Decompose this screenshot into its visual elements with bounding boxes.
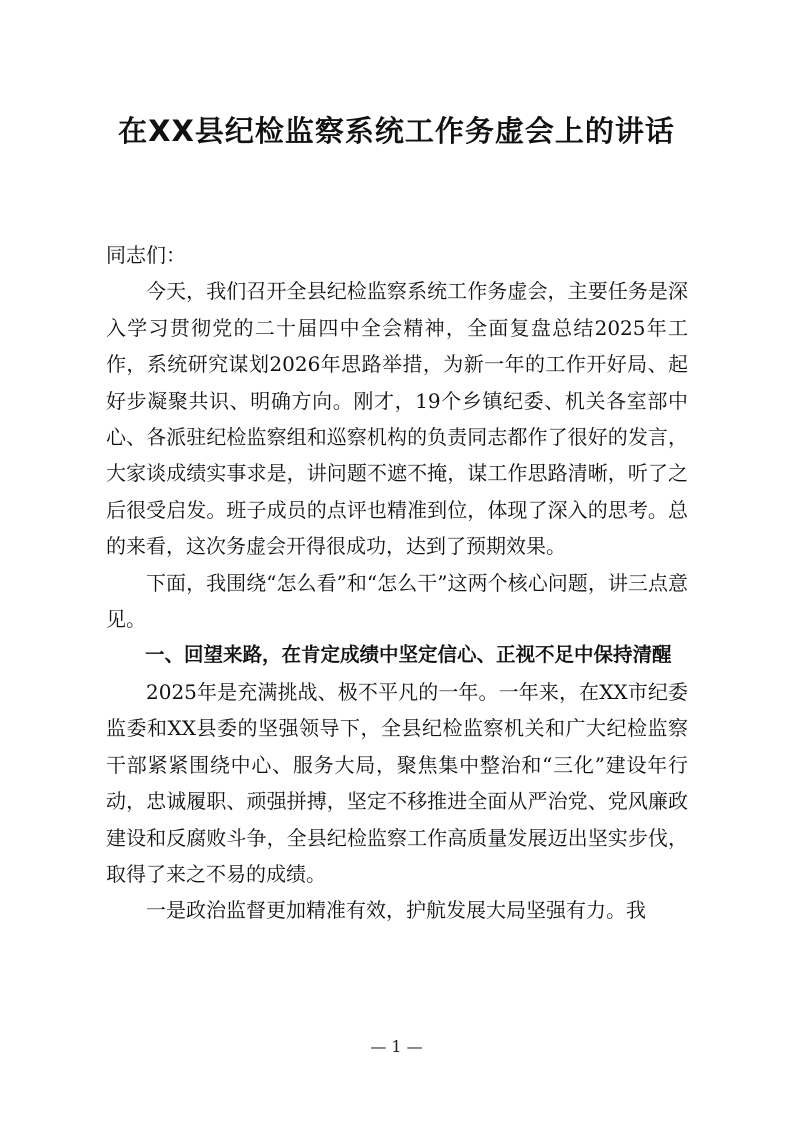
paragraph-outline: 下面，我围绕“怎么看”和“怎么干”这两个核心问题，讲三点意见。 <box>106 570 688 632</box>
document-title: 在XX县纪检监察系统工作务虚会上的讲话 <box>118 114 675 148</box>
section-heading: 一、回望来路，在肯定成绩中坚定信心、正视不足中保持清醒 <box>145 643 672 667</box>
salutation: 同志们： <box>106 243 186 267</box>
page-number: — 1 — <box>370 1037 423 1056</box>
paragraph-opening: 今天，我们召开全县纪检监察系统工作务虚会，主要任务是深入学习贯彻党的二十届四中全会精神，全面复盘总结2025年工作，系统研究谋划2026年思路举措，为新一年的工作开好局、起好步凝聚共识、明确方向。刚才，19个乡镇纪委、机关各室部中心、各派驻纪检监察组和巡察机构的负责同志都作了很好的发言，大家谈成绩实事求是，讲问题不遮不掩，谋工作思路清晰，听了之后很受启发。班子成员的点评也精准到位，体现了深入的思考。总的来看，这次务虚会开得很成功，达到了预期效果。 <box>106 279 688 559</box>
paragraph-review: 2025年是充满挑战、极不平凡的一年。一年来，在XX市纪委监委和XX县委的坚强领导下，全县纪检监察机关和广大纪检监察干部紧紧围绕中心、服务大局，聚焦集中整治和“三化”建设年行动，忠诚履职、顽强拼搏，坚定不移推进全面从严治党、党风廉政建设和反腐败斗争，全县纪检监察工作高质量发展迈出坚实步伐，取得了来之不易的成绩。 <box>106 679 688 886</box>
document-body <box>106 237 688 929</box>
paragraph-point-one: 一是政治监督更加精准有效，护航发展大局坚强有力。我 <box>146 898 646 923</box>
